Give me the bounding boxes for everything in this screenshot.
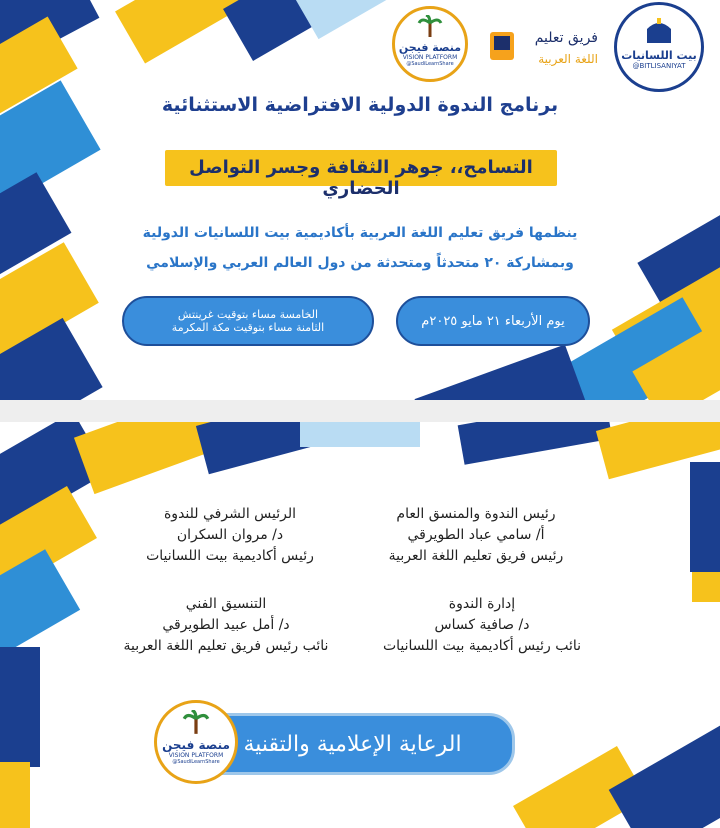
vision-logo-handle: @SaudiLearnShare [172,759,220,765]
person-position: رئيس فريق تعليم اللغة العربية [388,548,564,564]
bayt-logo-handle: @BITLISANIYAT [632,62,686,70]
event-time-makkah: الثامنة مساء بتوقيت مكة المكرمة [171,321,325,334]
bayt-logo [614,2,704,92]
palm-tree-icon [417,15,443,37]
vision-logo-ar: منصة فيجن [398,41,462,54]
decor-shape [0,762,30,828]
date-pill [396,296,590,346]
person-position: نائب رئيس فريق تعليم اللغة العربية [123,638,329,654]
person-role: إدارة الندوة [448,596,516,612]
vision-logo-en: VISION PLATFORM [168,752,224,759]
person-card [346,504,606,567]
decor-shape [690,462,720,572]
person-name: أ/ سامي عباد الطويرقي [407,527,545,543]
decor-shape [0,647,40,767]
palm-tree-icon [182,710,210,734]
person-position: رئيس أكاديمية بيت اللسانيات [146,548,314,564]
team-logo-line1: فريق تعليم [534,30,598,46]
sponsor-banner [190,713,515,775]
decor-shape [692,572,720,602]
person-card [100,504,360,567]
person-name: د/ أمل عبيد الطويرقي [162,617,290,633]
decor-shape [300,422,420,447]
page-title: برنامج الندوة الدولية الافتراضية الاستثنائية [161,94,559,116]
vision-logo [392,6,468,82]
page-subtitle: التسامح،، جوهر الثقافة وجسر التواصل الحضاري [189,157,533,199]
time-pill [122,296,374,346]
book-icon [488,28,518,62]
person-name: د/ مروان السكران [176,527,284,543]
decor-shape [458,422,613,465]
event-date: يوم الأربعاء ٢١ مايو ٢٠٢٥م [421,313,565,329]
sponsor-label: الرعاية الإعلامية والتقنية [243,731,462,757]
person-card [96,594,356,657]
person-role: رئيس الندوة والمنسق العام [396,506,556,522]
mosque-icon [639,15,679,45]
vision-logo-sponsor [154,700,238,784]
panel-divider [0,400,720,422]
person-role: التنسيق الفني [185,596,267,612]
event-time-gmt: الخامسة مساء بتوقيت غرينتش [177,308,319,321]
decor-shape [415,344,586,400]
vision-logo-en: VISION PLATFORM [402,54,458,61]
vision-logo-ar: منصة فيجن [162,738,230,752]
person-card [352,594,612,657]
bayt-logo-name: بيت اللسانيات [621,49,697,62]
person-position: نائب رئيس أكاديمية بيت اللسانيات [382,638,582,654]
decor-shape [294,0,397,39]
team-logo-line2: اللغة العربية [538,52,598,66]
team-logo [488,20,600,76]
person-role: الرئيس الشرفي للندوة [163,506,297,522]
intro-line-2: وبمشاركة ٢٠ متحدثاً ومتحدثة من دول العالم العربي والإسلامي [146,255,574,271]
vision-logo-handle: @SaudiLearnShare [406,61,454,67]
person-name: د/ صافية كساس [434,617,530,633]
intro-line-1: ينظمها فريق تعليم اللغة العربية بأكاديمية بيت اللسانيات الدولية [142,225,578,241]
top-panel [0,0,720,400]
